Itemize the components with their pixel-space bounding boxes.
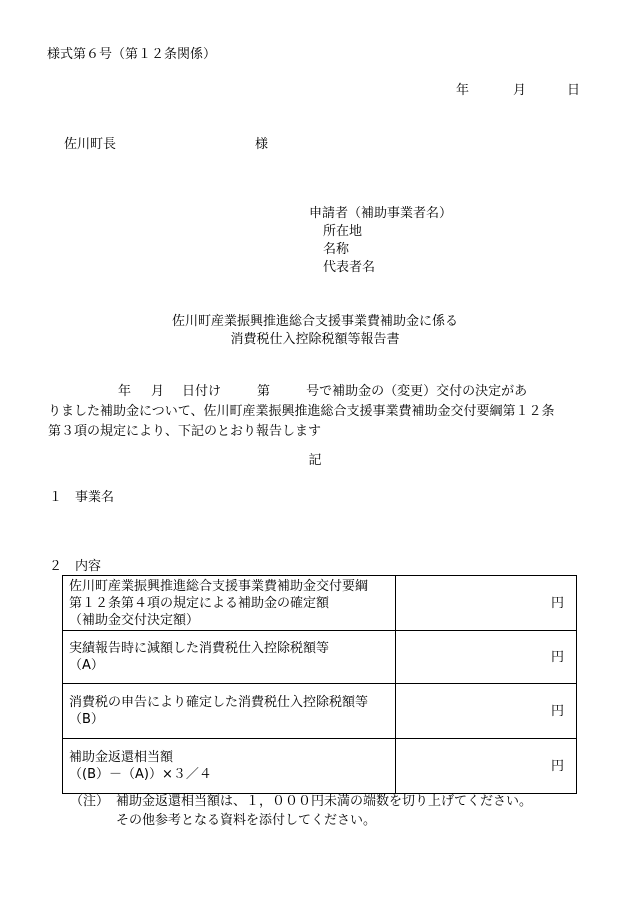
applicant-address-label: 所在地 bbox=[323, 224, 363, 239]
body-date-suffix: 日付け bbox=[182, 384, 222, 399]
note-line-1: 補助金返還相当額は、１，０００円未満の端数を切り上げてください。 bbox=[116, 794, 533, 809]
body-line-3: 第３項の規定により、下記のとおり報告します bbox=[48, 424, 322, 439]
form-number: 様式第６号（第１２条関係） bbox=[47, 47, 217, 62]
date-month-label: 月 bbox=[513, 83, 527, 98]
table-cell-description bbox=[63, 631, 396, 684]
table-cell-amount[interactable]: 円 bbox=[396, 739, 577, 794]
table-cell-amount[interactable]: 円 bbox=[396, 684, 577, 739]
recipient-honorific: 様 bbox=[255, 137, 269, 152]
document-title-line-2: 消費税仕入控除税額等報告書 bbox=[230, 332, 400, 347]
note-line-2: その他参考となる資料を添付してください。 bbox=[116, 813, 377, 828]
row-1-line-3: （補助金交付決定額） bbox=[69, 612, 200, 628]
applicant-label: 申請者（補助事業者名） bbox=[309, 206, 453, 221]
row-1-line-1: 佐川町産業振興推進総合支援事業費補助金交付要綱 bbox=[69, 578, 369, 594]
row-3-line-1: 消費税の申告により確定した消費税仕入控除税額等 bbox=[69, 695, 369, 710]
applicant-name-label: 名称 bbox=[323, 242, 350, 257]
date-year-label: 年 bbox=[456, 83, 470, 98]
date-day-label: 日 bbox=[567, 83, 581, 98]
ki-heading: 記 bbox=[308, 453, 322, 468]
table-cell-amount[interactable]: 円 bbox=[396, 576, 577, 631]
table-cell-description bbox=[63, 576, 396, 631]
row-4-line-2: （(B）－（A)）×３／４ bbox=[69, 767, 212, 782]
recipient-name: 佐川町長 bbox=[64, 137, 117, 152]
table-row bbox=[63, 739, 577, 794]
item-content: ２ 内容 bbox=[49, 559, 102, 574]
body-paragraph bbox=[48, 382, 588, 442]
body-line-2: りました補助金について、佐川町産業振興推進総合支援事業費補助金交付要綱第１２条 bbox=[48, 404, 555, 419]
body-number-prefix: 第 bbox=[257, 384, 271, 399]
body-year: 年 bbox=[118, 384, 132, 399]
table-cell-amount[interactable]: 円 bbox=[396, 631, 577, 684]
document-title bbox=[0, 313, 630, 349]
row-4-line-1: 補助金返還相当額 bbox=[69, 750, 174, 765]
body-line-1-rest: 号で補助金の（変更）交付の決定があ bbox=[306, 384, 528, 399]
item-project-name: １ 事業名 bbox=[49, 490, 115, 505]
document-title-line-1: 佐川町産業振興推進総合支援事業費補助金に係る bbox=[171, 314, 458, 329]
row-1-line-2: 第１２条第４項の規定による補助金の確定額 bbox=[69, 595, 330, 611]
table-cell-description bbox=[63, 684, 396, 739]
table-cell-description bbox=[63, 739, 396, 794]
table-row bbox=[63, 576, 577, 631]
note-label: （注） bbox=[70, 794, 110, 809]
body-month: 月 bbox=[151, 384, 165, 399]
applicant-representative-label: 代表者名 bbox=[323, 260, 376, 275]
row-2-line-2: （A） bbox=[69, 658, 104, 673]
body-line-1 bbox=[48, 382, 588, 402]
row-3-line-2: （B） bbox=[69, 712, 104, 727]
content-table bbox=[62, 575, 577, 794]
table-row bbox=[63, 684, 577, 739]
table-row bbox=[63, 631, 577, 684]
row-2-line-1: 実績報告時に減額した消費税仕入控除税額等 bbox=[69, 641, 330, 656]
